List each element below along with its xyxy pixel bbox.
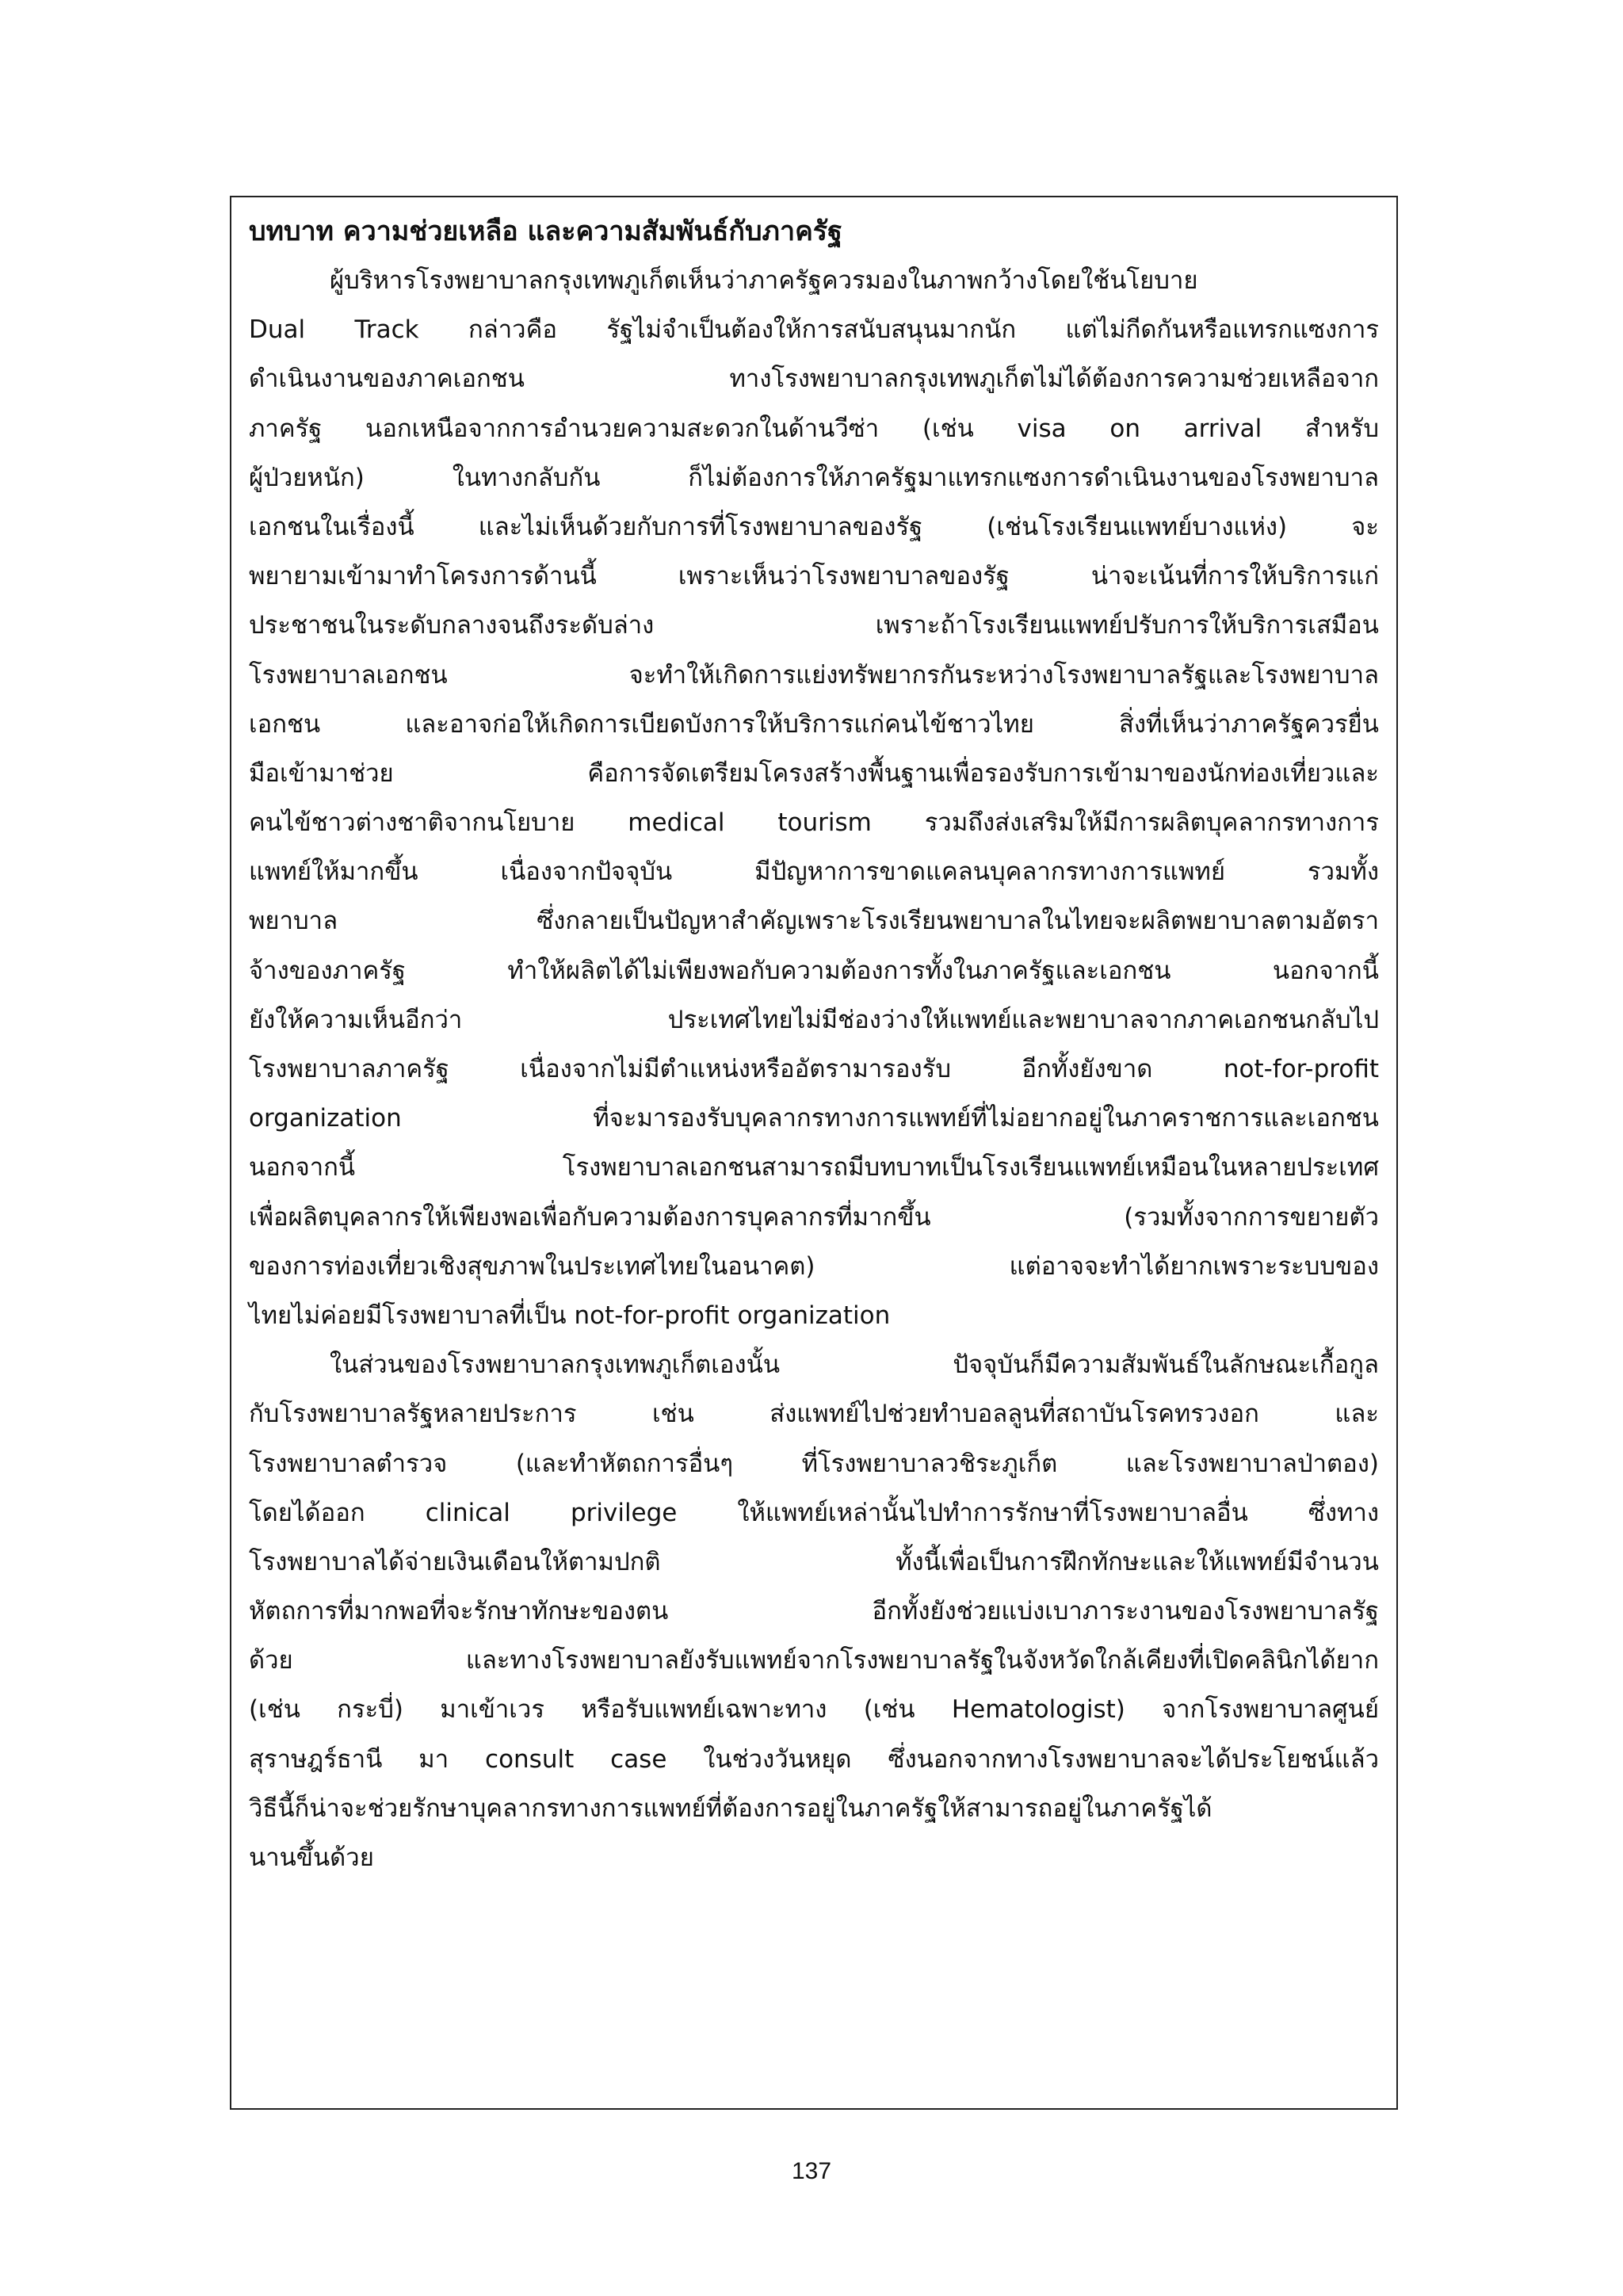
page-number: 137 [791,2158,832,2184]
paragraph-line: นานขึ้นด้วย [249,1843,374,1872]
paragraph-line: เอกชนในเรื่องนี้ และไม่เห็นด้วยกับการที่โรงพยาบาลของรัฐ (เช่นโรงเรียนแพทย์บางแห่ง) จะ [249,512,1379,541]
paragraph-line: ด้วย และทางโรงพยาบาลยังรับแพทย์จากโรงพยาบาลรัฐในจังหวัดใกล้เคียงที่เปิดคลินิกได้ยาก [249,1646,1379,1675]
paragraph-line: ผู้บริหารโรงพยาบาลกรุงเทพภูเก็ตเห็นว่าภาครัฐควรมองในภาพกว้างโดยใช้นโยบาย [330,266,1198,295]
paragraph-line: Dual Track กล่าวคือ รัฐไม่จำเป็นต้องให้การสนับสนุนมากนัก แต่ไม่กีดกันหรือแทรกแซงการ [249,315,1379,345]
paragraph-line: คนไข้ชาวต่างชาติจากนโยบาย medical tourism รวมถึงส่งเสริมให้มีการผลิตบุคลากรทางการ [249,808,1379,838]
paragraph-line: สุราษฎร์ธานี มา consult case ในช่วงวันหยุด ซึ่งนอกจากทางโรงพยาบาลจะได้ประโยชน์แล้ว [249,1744,1379,1774]
paragraph-line: ไทยไม่ค่อยมีโรงพยาบาลที่เป็น not-for-profit organization [249,1301,891,1330]
paragraph-line: ในส่วนของโรงพยาบาลกรุงเทพภูเก็ตเองนั้น ปัจจุบันก็มีความสัมพันธ์ในลักษณะเกื้อกูล [330,1350,1379,1380]
paragraph-2 [249,1340,1379,1882]
paragraph-line: ประชาชนในระดับกลางจนถึงระดับล่าง เพราะถ้าโรงเรียนแพทย์ปรับการให้บริการเสมือน [249,611,1379,640]
paragraph-line: หัตถการที่มากพอที่จะรักษาทักษะของตน อีกทั้งยังช่วยแบ่งเบาภาระงานของโรงพยาบาลรัฐ [249,1597,1379,1626]
paragraph-line: กับโรงพยาบาลรัฐหลายประการ เช่น ส่งแพทย์ไปช่วยทำบอลลูนที่สถาบันโรคทรวงอก และ [249,1400,1379,1429]
paragraph-line: โรงพยาบาลภาครัฐ เนื่องจากไม่มีตำแหน่งหรืออัตรามารองรับ อีกทั้งยังขาด not-for-profit [249,1055,1379,1083]
paragraph-line: วิธีนี้ก็น่าจะช่วยรักษาบุคลากรทางการแพทย์ที่ต้องการอยู่ในภาครัฐให้สามารถอยู่ในภาครัฐได้ [249,1794,1212,1823]
paragraph-line: เพื่อผลิตบุคลากรให้เพียงพอเพื่อกับความต้องการบุคลากรที่มากขึ้น (รวมทั้งจากการขยายตัว [249,1202,1379,1232]
content-box [230,196,1398,2110]
paragraph-line: มือเข้ามาช่วย คือการจัดเตรียมโครงสร้างพื้นฐานเพื่อรองรับการเข้ามาของนักท่องเที่ยวและ [249,758,1379,788]
paragraph-line: (เช่น กระบี่) มาเข้าเวร หรือรับแพทย์เฉพาะทาง (เช่น Hematologist) จากโรงพยาบาลศูนย์ [249,1695,1379,1725]
paragraph-line: ดำเนินงานของภาคเอกชน ทางโรงพยาบาลกรุงเทพภูเก็ตไม่ได้ต้องการความช่วยเหลือจาก [249,365,1379,394]
paragraph-line: เอกชน และอาจก่อให้เกิดการเบียดบังการให้บริการแก่คนไข้ชาวไทย สิ่งที่เห็นว่าภาครัฐควรยื่น [249,709,1379,739]
paragraph-line: จ้างของภาครัฐ ทำให้ผลิตได้ไม่เพียงพอกับความต้องการทั้งในภาครัฐและเอกชน นอกจากนี้ [249,956,1379,985]
paragraph-line: ภาครัฐ นอกเหนือจากการอำนวยความสะดวกในด้านวีซ่า (เช่น visa on arrival สำหรับ [249,414,1379,443]
paragraph-line: พยายามเข้ามาทำโครงการด้านนี้ เพราะเห็นว่าโรงพยาบาลของรัฐ น่าจะเน้นที่การให้บริการแก่ [249,562,1379,591]
paragraph-line: แพทย์ให้มากขึ้น เนื่องจากปัจจุบัน มีปัญหาการขาดแคลนบุคลากรทางการแพทย์ รวมทั้ง [249,858,1379,887]
paragraph-line: โรงพยาบาลได้จ่ายเงินเดือนให้ตามปกติ ทั้งนี้เพื่อเป็นการฝึกทักษะและให้แพทย์มีจำนวน [249,1547,1379,1576]
paragraph-1 [249,256,1379,1340]
paragraph-line: ของการท่องเที่ยวเชิงสุขภาพในประเทศไทยในอนาคต) แต่อาจจะทำได้ยากเพราะระบบของ [249,1251,1379,1281]
paragraph-line: โรงพยาบาลตำรวจ (และทำหัตถการอื่นๆ ที่โรงพยาบาลวชิระภูเก็ต และโรงพยาบาลป่าตอง) [249,1449,1379,1478]
paragraph-line: โรงพยาบาลเอกชน จะทำให้เกิดการแย่งทรัพยากรกันระหว่างโรงพยาบาลรัฐและโรงพยาบาล [249,660,1379,690]
paragraph-line: โดยได้ออก clinical privilege ให้แพทย์เหล่านั้นไปทำการรักษาที่โรงพยาบาลอื่น ซึ่งทาง [249,1498,1379,1527]
paragraph-line: organization ที่จะมารองรับบุคลากรทางการแพทย์ที่ไม่อยากอยู่ในภาคราชการและเอกชน [249,1104,1379,1133]
paragraph-line: นอกจากนี้ โรงพยาบาลเอกชนสามารถมีบทบาทเป็นโรงเรียนแพทย์เหมือนในหลายประเทศ [249,1153,1379,1182]
paragraph-line: ผู้ป่วยหนัก) ในทางกลับกัน ก็ไม่ต้องการให้ภาครัฐมาแทรกแซงการดำเนินงานของโรงพยาบาล [249,463,1379,492]
section-heading: บทบาท ความช่วยเหลือ และความสัมพันธ์กับภาครัฐ [249,216,842,247]
paragraph-line: ยังให้ความเห็นอีกว่า ประเทศไทยไม่มีช่องว่างให้แพทย์และพยาบาลจากภาคเอกชนกลับไป [249,1005,1379,1034]
paragraph-line: พยาบาล ซึ่งกลายเป็นปัญหาสำคัญเพราะโรงเรียนพยาบาลในไทยจะผลิตพยาบาลตามอัตรา [249,907,1379,936]
